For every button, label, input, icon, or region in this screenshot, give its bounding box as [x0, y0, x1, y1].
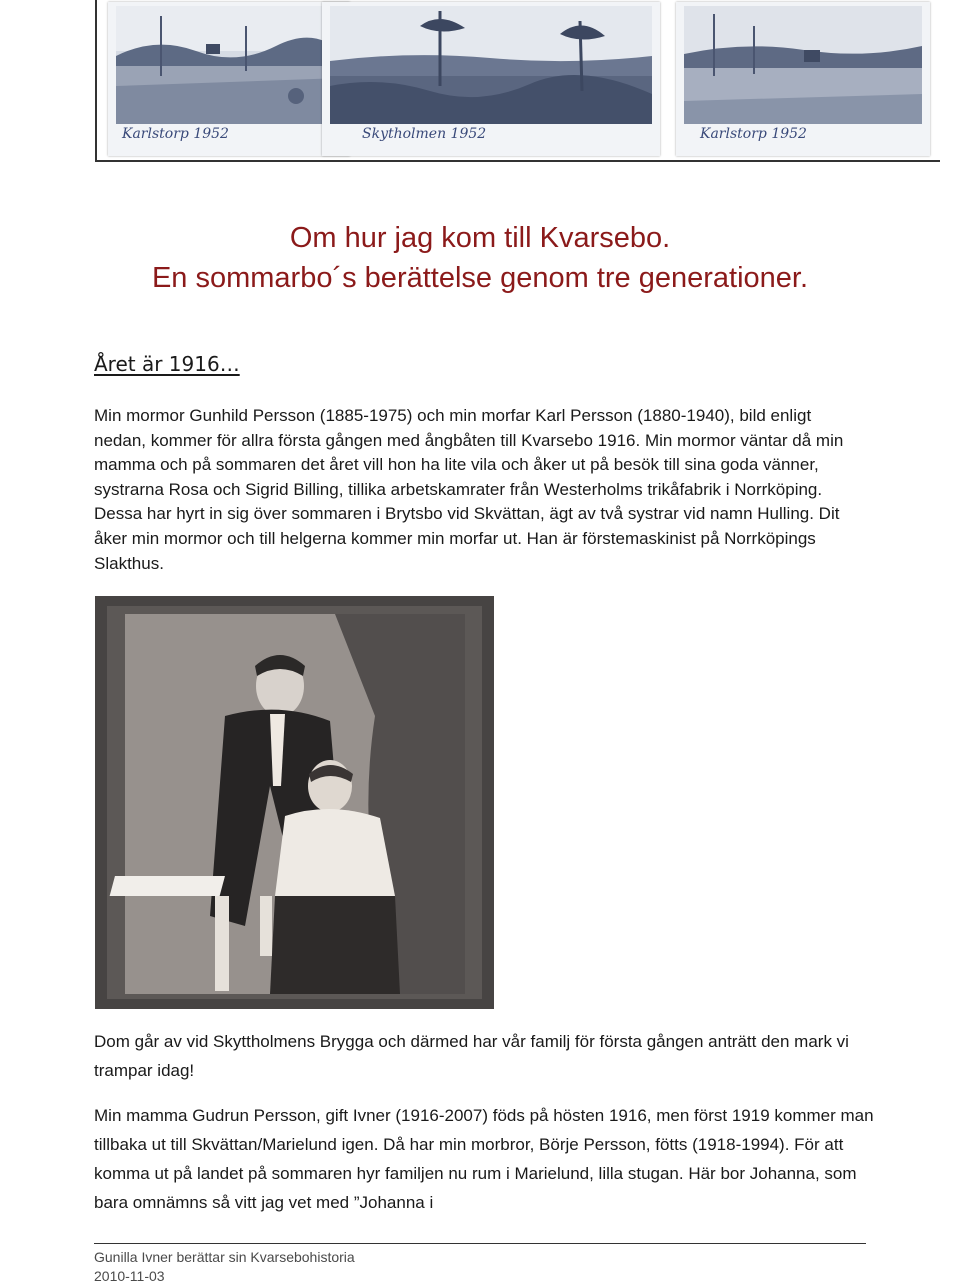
header-left-rule	[95, 0, 97, 160]
paragraph-text: Dom går av vid Skyttholmens Brygga och därmed har vår familj för första gången anträtt den mark vi trampar idag!	[94, 1032, 849, 1080]
paragraph-text: Min mormor Gunhild Persson (1885-1975) och min morfar Karl Persson (1880-1940), bild enligt nedan, kommer för allra första gången med ångbåten till Kvarsebo 1916. Min mormor väntar då min mamma och på sommaren det året vill hon ha lite vila och åker ut på besök till sina goda vänner, systrarna Rosa och Sigrid Billing, tillika arbetskamrater från Westerholms trikåfabrik i Norrköping. Dessa har hyrt in sig över sommaren i Brytsbo vid Skvättan, ägt av två systrar vid namn Hulling. Dit åker min mormor och till helgerna kommer min morfar ut. Han är förstemaskinist på Norrköpings Slakthus.	[94, 406, 844, 573]
portrait-photo	[95, 596, 494, 1009]
landscape-photo-forest	[330, 6, 652, 124]
paragraph-landing	[94, 1027, 874, 1085]
landscape-photo-field	[116, 6, 342, 124]
page-title-line-2: En sommarbo´s berättelse genom tre generationer.	[151, 262, 809, 294]
header-bottom-rule	[95, 160, 940, 162]
paragraph-text: Min mamma Gudrun Persson, gift Ivner (1916-2007) föds på hösten 1916, men först 1919 kommer man tillbaka ut till Skvättan/Marielund igen. Då har min morbror, Börje Persson, fötts (1918-1994). För att komma ut på landet på sommaren hyr familjen nu rum i Marielund, lilla stugan. Här bor Johanna, som bara omnämns så vitt jag vet med ”Johanna i	[94, 1106, 874, 1212]
section-heading: Året är 1916…	[94, 352, 240, 376]
header-photo-karlstorp-2	[676, 2, 930, 156]
header-photo-karlstorp-1	[108, 2, 350, 156]
paragraph-mother	[94, 1101, 874, 1217]
footer-author: Gunilla Ivner berättar sin Kvarsebohistoria	[94, 1249, 355, 1265]
footer-date: 2010-11-03	[94, 1268, 165, 1284]
paragraph-intro	[94, 404, 866, 576]
landscape-photo-meadow	[684, 6, 922, 124]
photo-caption: Karlstorp 1952	[122, 126, 229, 142]
photo-caption: Skytholmen 1952	[362, 126, 487, 142]
page-title-line-1: Om hur jag kom till Kvarsebo.	[289, 222, 671, 254]
photo-caption: Karlstorp 1952	[700, 126, 807, 142]
footer-rule	[94, 1243, 866, 1244]
header-photo-skytholmen	[322, 2, 660, 156]
